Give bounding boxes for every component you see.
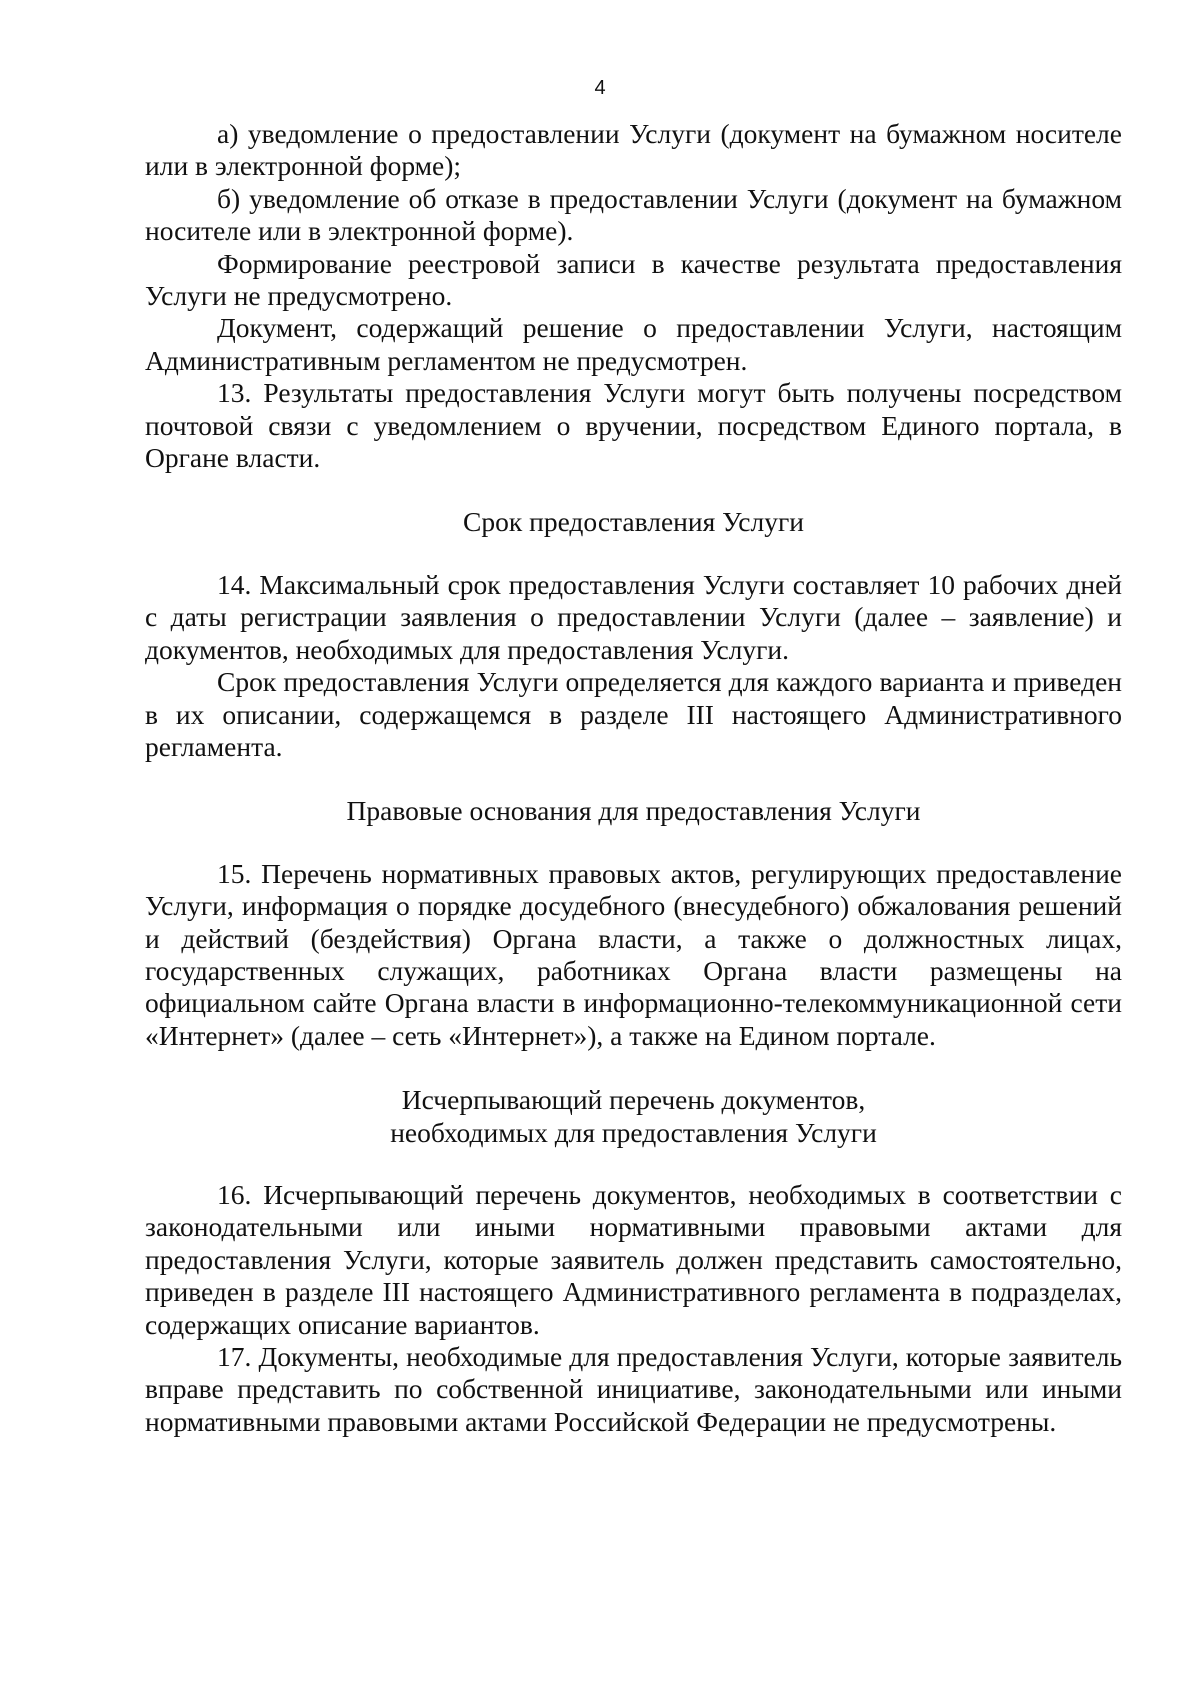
paragraph-result-notification: а) уведомление о предоставлении Услуги (документ на бумажном носителе или в электронной форме); bbox=[145, 118, 1122, 182]
heading-required-documents-line-2: необходимых для предоставления Услуги bbox=[390, 1116, 877, 1148]
paragraph-item-17: 17. Документы, необходимые для предоставления Услуги, которые заявитель вправе представить по собственной инициативе, законодательными или иными нормативными правовыми актами Российской Федерации не предусмотрены. bbox=[145, 1341, 1122, 1437]
page-number: 4 bbox=[594, 77, 606, 99]
heading-required-documents bbox=[145, 1084, 1122, 1149]
paragraph-decision-document: Документ, содержащий решение о предоставлении Услуги, настоящим Административным регламентом не предусмотрен. bbox=[145, 312, 1122, 376]
heading-legal-basis: Правовые основания для предоставления Услуги bbox=[346, 795, 921, 827]
heading-service-term: Срок предоставления Услуги bbox=[463, 506, 804, 538]
paragraph-registry-record: Формирование реестровой записи в качестве результата предоставления Услуги не предусмотрено. bbox=[145, 247, 1122, 312]
heading-required-documents-line-1: Исчерпывающий перечень документов, bbox=[401, 1084, 866, 1116]
paragraph-term-variants: Срок предоставления Услуги определяется для каждого варианта и приведен в их описании, содержащемся в разделе III настоящего Административного регламента. bbox=[145, 666, 1122, 762]
paragraph-item-13: 13. Результаты предоставления Услуги могут быть получены посредством почтовой связи с уведомлением о вручении, посредством Единого портала, в Органе власти. bbox=[145, 377, 1122, 474]
paragraph-item-15: 15. Перечень нормативных правовых актов, регулирующих предоставление Услуги, информация о порядке досудебного (внесудебного) обжалования решений и действий (бездействия) Органа власти, а также о должностных лицах, государственных служащих, работниках Органа власти размещены на официальном сайте Органа власти в информационно-телекоммуникационной сети «Интернет» (далее – сеть «Интернет»), а также на Едином портале. bbox=[145, 857, 1122, 1051]
paragraph-item-14: 14. Максимальный срок предоставления Услуги составляет 10 рабочих дней с даты регистрации заявления о предоставлении Услуги (далее – заявление) и документов, необходимых для предоставления Услуги. bbox=[145, 568, 1122, 665]
document-body bbox=[145, 118, 1122, 1438]
paragraph-refusal-notification: б) уведомление об отказе в предоставлении Услуги (документ на бумажном носителе или в электронной форме). bbox=[145, 182, 1122, 247]
paragraph-item-16: 16. Исчерпывающий перечень документов, необходимых в соответствии с законодательными или иными нормативными правовыми актами для предоставления Услуги, которые заявитель должен представить самостоятельно, приведен в разделе III настоящего Административного регламента в подразделах, содержащих описание вариантов. bbox=[145, 1178, 1122, 1340]
